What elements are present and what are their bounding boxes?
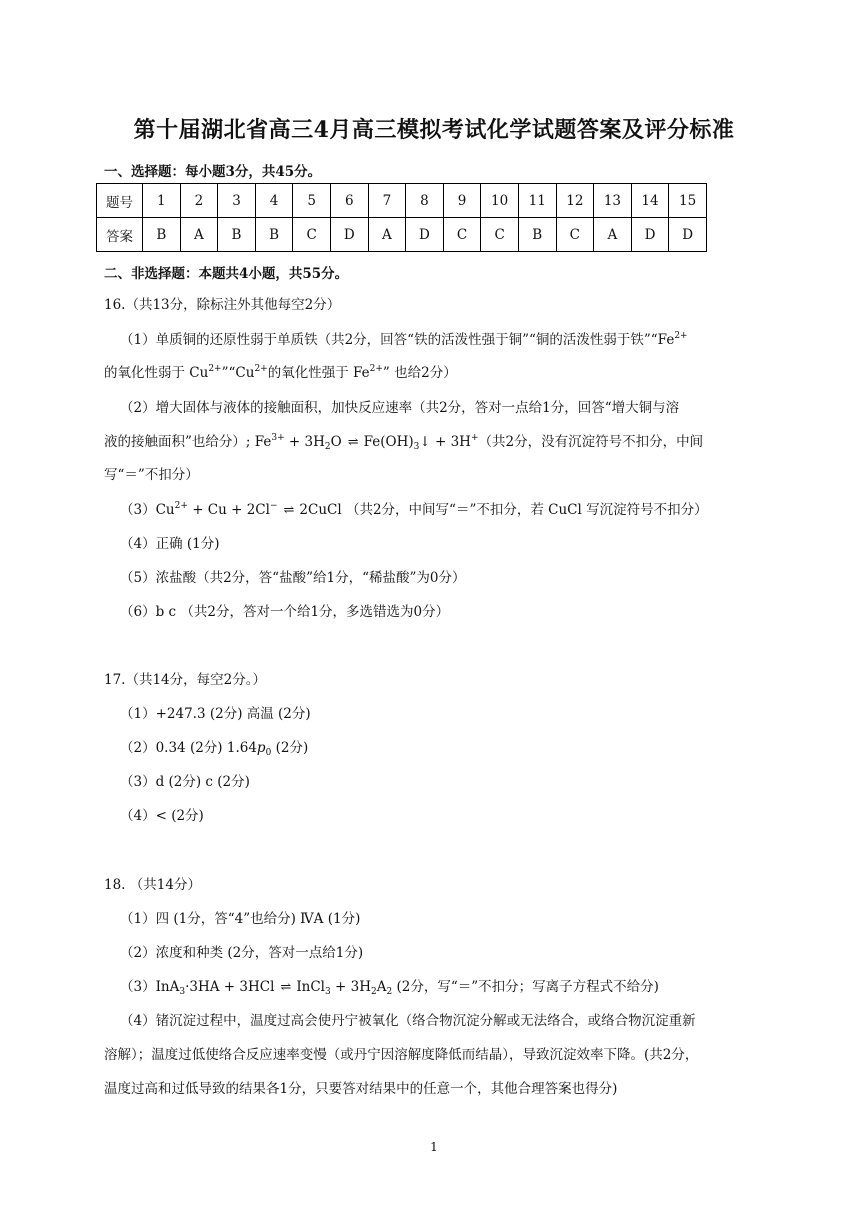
- table-cell: C: [481, 218, 519, 252]
- q18-part3: （3）InA$_3$·3HA + 3HCl ⇌ InCl$_3$ + $3H_2A_2$ (2分，写“＝”不扣分；写离子方程式不给分): [120, 979, 659, 997]
- table-header-answer: 答案: [97, 218, 143, 252]
- table-cell: 11: [518, 184, 556, 218]
- table-cell: 8: [406, 184, 444, 218]
- q17-part1: （1）+247.3 (2分) 高温 (2分): [120, 706, 311, 722]
- q16-part2-line2: 液的接触面积”也给分）; $Fe^{3+} + 3H_2O$ ⇌ $Fe(OH)_3↓ + 3H^+$（共2分，没有沉淀符号不扣分，中间: [104, 433, 704, 452]
- q17-part4: （4）< (2分): [120, 808, 204, 824]
- table-cell: A: [594, 218, 632, 252]
- q16-heading: 16.（共13分，除标注外其他每空2分）: [104, 297, 341, 313]
- equilibrium-arrow-icon: ⇌: [347, 435, 358, 450]
- section-nonchoice-heading: 二、非选择题：本题共4小题，共55分。: [104, 266, 349, 282]
- q17-heading: 17.（共14分，每空2分。）: [104, 672, 266, 688]
- q16-part1-line1: （1）单质铜的还原性弱于单质铁（共2分，回答“铁的活泼性强于铜”“铜的活泼性弱于铁$”“Fe^{2+}$: [120, 331, 688, 348]
- q18-part4-line3: 温度过高和过低导致的结果各1分，只要答对结果中的任意一个，其他合理答案也得分): [104, 1081, 618, 1097]
- q18-part4-line1: （4）锗沉淀过程中，温度过高会使丹宁被氧化（络合物沉淀分解或无法络合，或络合物沉淀重新: [120, 1013, 696, 1029]
- table-cell: 12: [556, 184, 594, 218]
- table-cell: 15: [669, 184, 707, 218]
- table-cell: C: [443, 218, 481, 252]
- table-cell: 5: [293, 184, 331, 218]
- page-number: 1: [430, 1140, 438, 1154]
- table-cell: 10: [481, 184, 519, 218]
- equilibrium-arrow-icon: ⇌: [280, 980, 291, 995]
- q18-part2: （2）浓度和种类 (2分，答对一点给1分): [120, 945, 364, 961]
- table-cell: D: [631, 218, 669, 252]
- q16-part2-line1: （2）增大固体与液体的接触面积，加快反应速率（共2分，答对一点给1分，回答“增大铜与溶: [120, 400, 680, 416]
- q16-part1-line2: 的氧化性弱于 $Cu^{2+}”“Cu^{2+}$的氧化性强于 $Fe^{2+}$” 也给2分）: [104, 364, 457, 381]
- q18-heading: 18. （共14分）: [104, 877, 201, 893]
- table-cell: B: [143, 218, 181, 252]
- table-cell: 4: [255, 184, 293, 218]
- table-cell: C: [293, 218, 331, 252]
- table-header-number: 题号: [97, 184, 143, 218]
- table-cell: 13: [594, 184, 632, 218]
- q16-part2-line3: 写“＝”不扣分）: [104, 467, 199, 483]
- equilibrium-arrow-icon: ⇌: [283, 503, 294, 518]
- q16-part6: （6）b c （共2分，答对一个给1分，多选错选为0分）: [120, 604, 450, 620]
- q18-part1: （1）四 (1分，答“4”也给分) ⅣA (1分): [120, 911, 361, 927]
- table-cell: D: [406, 218, 444, 252]
- table-cell: 3: [218, 184, 256, 218]
- table-row-answers: [97, 218, 707, 252]
- table-cell: B: [218, 218, 256, 252]
- table-row-numbers: [97, 184, 707, 218]
- table-cell: A: [368, 218, 406, 252]
- q16-part5: （5）浓盐酸（共2分，答“盐酸”给1分，“稀盐酸”为0分）: [120, 570, 466, 586]
- table-cell: 2: [180, 184, 218, 218]
- q18-part4-line2: 溶解）；温度过低使络合反应速率变慢（或丹宁因溶解度降低而结晶），导致沉淀效率下降。(共2分，: [104, 1047, 699, 1063]
- table-cell: 6: [330, 184, 368, 218]
- q16-part4: （4）正确 (1分): [120, 536, 220, 552]
- table-cell: 1: [143, 184, 181, 218]
- table-cell: 7: [368, 184, 406, 218]
- table-cell: B: [255, 218, 293, 252]
- q17-part3: （3）d (2分) c (2分): [120, 774, 250, 790]
- table-cell: 14: [631, 184, 669, 218]
- table-cell: D: [330, 218, 368, 252]
- table-cell: B: [518, 218, 556, 252]
- document-title: 第十届湖北省高三4月高三模拟考试化学试题答案及评分标准: [133, 117, 735, 143]
- answer-table: [96, 183, 707, 252]
- section-choice-heading: 一、选择题：每小题3分，共45分。: [104, 164, 322, 180]
- q17-part2: （2）0.34 (2分) $1.64p_0$ (2分): [120, 740, 309, 758]
- table-cell: A: [180, 218, 218, 252]
- table-cell: 9: [443, 184, 481, 218]
- q16-part3: $(3)Cu^{2+} + Cu + 2Cl^-$ ⇌ 2CuCl （共2分，中间写“＝”不扣分，若 CuCl 写沉淀符号不扣分）: [120, 500, 708, 521]
- table-cell: D: [669, 218, 707, 252]
- table-cell: C: [556, 218, 594, 252]
